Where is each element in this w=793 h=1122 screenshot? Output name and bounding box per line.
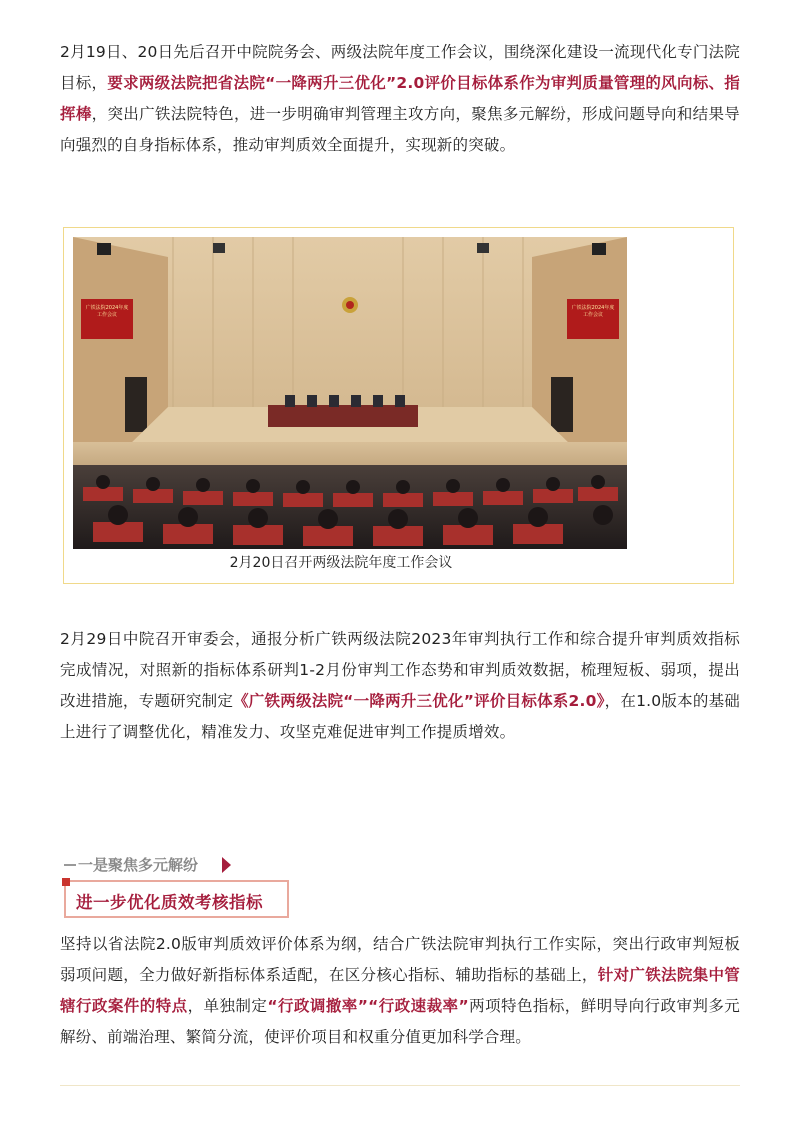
photo-caption: 2月20日召开两级法院年度工作会议	[229, 555, 453, 571]
screen-label-left: 广铁法院2024年度工作会议	[85, 305, 129, 318]
paragraph-text: 2月29日中院召开审委会，通报分析广铁两级法院2023年审判执行工作和综合提升审判质效指标完成情况，对照新的指标体系研判1-2月份审判工作态势和审判质效数据，梳理短板、弱项，提出改进措施，专题研究制定	[60, 630, 740, 710]
paragraph-text: ，在1.0版本的基础上进行了调整优化，精准发力、攻坚克难促进审判工作提质增效。	[60, 692, 741, 741]
paragraph-text: 2月19日、20日先后召开中院院务会、两级法院年度工作会议，围绕深化建设一流现代化专门法院目标，	[60, 43, 740, 92]
highlight-text: 《广铁两级法院“一降两升三优化”评价目标体系2.0》	[233, 692, 605, 710]
bottom-divider	[60, 1085, 740, 1086]
highlight-text: “行政调撤率”“行政速裁率”	[267, 997, 469, 1015]
screen-label-right: 广铁法院2024年度工作会议	[571, 305, 615, 318]
section-subtitle	[64, 853, 244, 877]
section-subtitle-text: 一是聚焦多元解纷	[78, 856, 199, 874]
triangle-right-icon	[222, 857, 231, 873]
paragraph-indicators	[60, 929, 740, 1053]
paragraph-text: 两项特色指标，鲜明导向行政审判多元解纷、前端治理、繁简分流，使评价项目和权重分值更加科学合理。	[60, 997, 740, 1046]
section-title-box	[64, 880, 289, 918]
meeting-photo	[73, 237, 627, 549]
highlight-text: 要求两级法院把省法院“一降两升三优化”2.0评价目标体系作为审判质量管理的风向标、指挥棒	[60, 74, 740, 123]
highlight-text: 针对广铁法院集中管辖行政案件的特点	[60, 966, 740, 1015]
photo-frame	[63, 227, 734, 584]
dash-divider	[64, 864, 76, 866]
corner-marker	[62, 878, 70, 886]
paragraph-text: 坚持以省法院2.0版审判质效评价体系为纲，结合广铁法院审判执行工作实际，突出行政审判短板弱项问题，全力做好新指标体系适配，在区分核心指标、辅助指标的基础上，	[60, 935, 740, 984]
paragraph-text: ，单独制定	[187, 997, 268, 1015]
paragraph-committee	[60, 624, 740, 748]
paragraph-text: ，突出广铁法院特色，进一步明确审判管理主攻方向，聚焦多元解纷，形成问题导向和结果导向强烈的自身指标体系，推动审判质效全面提升，实现新的突破。	[60, 105, 741, 154]
paragraph-meetings	[60, 37, 740, 161]
meeting-hall-image	[73, 237, 627, 549]
section-title: 进一步优化质效考核指标	[76, 893, 263, 912]
